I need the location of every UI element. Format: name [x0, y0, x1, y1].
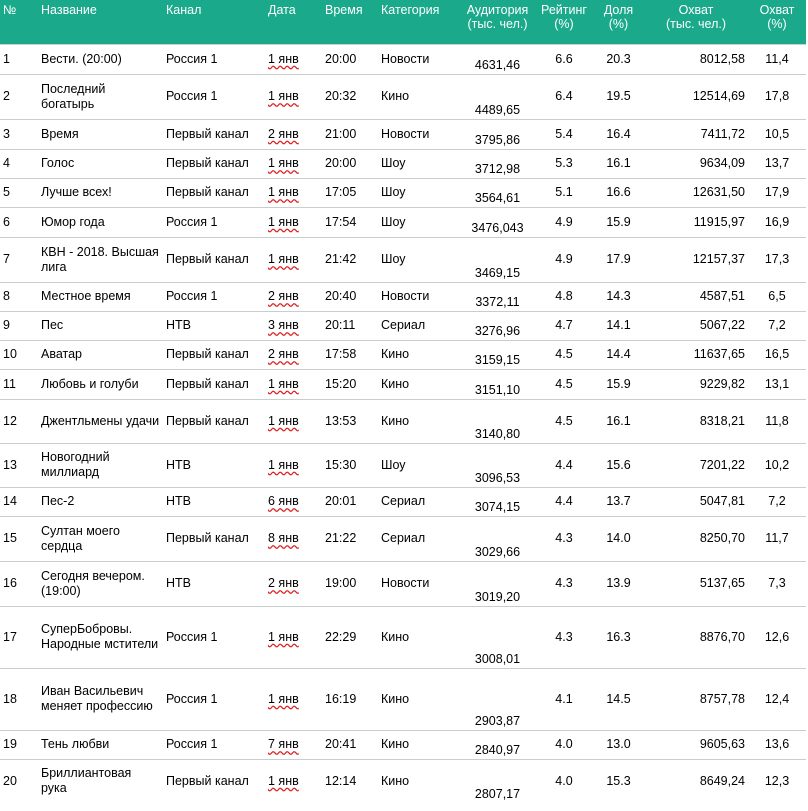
cell-category: Шоу [378, 443, 460, 487]
cell-audience: 3074,15 [460, 487, 535, 516]
cell-audience: 3029,66 [460, 516, 535, 561]
cell-audience: 3151,10 [460, 369, 535, 399]
cell-name: Юмор года [38, 207, 163, 237]
cell-audience: 3008,01 [460, 606, 535, 668]
cell-reach-k: 9605,63 [644, 730, 748, 759]
table-row [0, 74, 806, 119]
cell-name: Новогодний миллиард [38, 443, 163, 487]
cell-num: 8 [0, 282, 38, 311]
cell-audience: 3476,043 [460, 207, 535, 237]
cell-share: 16.4 [593, 119, 644, 149]
cell-name: Лучше всех! [38, 178, 163, 207]
cell-reach-k: 8012,58 [644, 44, 748, 74]
cell-channel: Россия 1 [163, 606, 265, 668]
cell-date [265, 119, 322, 149]
cell-share: 16.1 [593, 399, 644, 443]
cell-num: 17 [0, 606, 38, 668]
cell-audience: 2903,87 [460, 668, 535, 730]
cell-audience: 3712,98 [460, 149, 535, 178]
date-text: 3 янв [268, 318, 299, 332]
cell-rating: 4.1 [535, 668, 593, 730]
cell-time: 17:58 [322, 340, 378, 369]
table-row [0, 606, 806, 668]
cell-share: 14.0 [593, 516, 644, 561]
cell-audience: 3159,15 [460, 340, 535, 369]
cell-date [265, 74, 322, 119]
cell-audience: 3795,86 [460, 119, 535, 149]
cell-num: 19 [0, 730, 38, 759]
cell-share: 14.5 [593, 668, 644, 730]
cell-category: Кино [378, 340, 460, 369]
date-text: 1 янв [268, 156, 299, 170]
cell-time: 15:20 [322, 369, 378, 399]
date-text: 1 янв [268, 457, 299, 472]
cell-time: 20:11 [322, 311, 378, 340]
table-row [0, 207, 806, 237]
cell-channel: Первый канал [163, 119, 265, 149]
date-text: 2 янв [268, 576, 299, 590]
cell-date [265, 730, 322, 759]
cell-reach-k: 8757,78 [644, 668, 748, 730]
cell-audience: 3096,53 [460, 443, 535, 487]
cell-date [265, 668, 322, 730]
cell-date [265, 311, 322, 340]
table-row [0, 730, 806, 759]
cell-time: 17:54 [322, 207, 378, 237]
cell-num: 3 [0, 119, 38, 149]
cell-reach-pct: 7,3 [748, 561, 806, 606]
col-reach-thousands: Охват (тыс. чел.) [665, 3, 727, 31]
cell-channel: Первый канал [163, 399, 265, 443]
cell-rating: 4.3 [535, 561, 593, 606]
cell-channel: Первый канал [163, 178, 265, 207]
cell-time: 20:01 [322, 487, 378, 516]
cell-date [265, 207, 322, 237]
cell-channel: Россия 1 [163, 282, 265, 311]
cell-name: КВН - 2018. Высшая лига [38, 237, 163, 282]
cell-reach-pct: 17,3 [748, 237, 806, 282]
cell-reach-k: 8318,21 [644, 399, 748, 443]
cell-reach-k: 5137,65 [644, 561, 748, 606]
cell-name: Пес-2 [38, 487, 163, 516]
cell-audience: 3019,20 [460, 561, 535, 606]
date-text: 7 янв [268, 737, 299, 751]
cell-reach-k: 12157,37 [644, 237, 748, 282]
cell-channel: Первый канал [163, 759, 265, 803]
cell-share: 16.1 [593, 149, 644, 178]
cell-rating: 4.7 [535, 311, 593, 340]
cell-reach-k: 9634,09 [644, 149, 748, 178]
cell-date [265, 399, 322, 443]
date-text: 2 янв [268, 347, 299, 361]
cell-category: Кино [378, 74, 460, 119]
cell-reach-k: 11637,65 [644, 340, 748, 369]
date-text: 1 янв [268, 252, 299, 266]
cell-share: 14.4 [593, 340, 644, 369]
cell-audience: 4631,46 [460, 44, 535, 74]
cell-date [265, 237, 322, 282]
cell-share: 14.1 [593, 311, 644, 340]
col-audience: Аудитория (тыс. чел.) [466, 3, 529, 31]
table-row [0, 516, 806, 561]
cell-category: Шоу [378, 207, 460, 237]
cell-category: Сериал [378, 487, 460, 516]
cell-date [265, 149, 322, 178]
cell-reach-k: 5047,81 [644, 487, 748, 516]
cell-category: Шоу [378, 237, 460, 282]
col-time: Время [325, 3, 363, 17]
cell-name: Местное время [38, 282, 163, 311]
cell-reach-k: 12514,69 [644, 74, 748, 119]
cell-channel: Первый канал [163, 369, 265, 399]
cell-reach-pct: 10,2 [748, 443, 806, 487]
date-text: 8 янв [268, 531, 299, 545]
col-rating: Рейтинг (%) [541, 3, 587, 31]
cell-reach-pct: 13,7 [748, 149, 806, 178]
cell-name: Последний богатырь [38, 74, 163, 119]
cell-reach-pct: 11,7 [748, 516, 806, 561]
cell-date [265, 759, 322, 803]
table-row [0, 178, 806, 207]
cell-channel: Россия 1 [163, 668, 265, 730]
cell-rating: 6.4 [535, 74, 593, 119]
date-text: 2 янв [268, 126, 299, 141]
cell-channel: НТВ [163, 443, 265, 487]
cell-rating: 4.5 [535, 340, 593, 369]
col-channel: Канал [166, 3, 202, 17]
cell-share: 15.9 [593, 207, 644, 237]
date-text: 1 янв [268, 185, 299, 199]
cell-name: Любовь и голуби [38, 369, 163, 399]
cell-reach-k: 11915,97 [644, 207, 748, 237]
cell-reach-pct: 11,4 [748, 44, 806, 74]
cell-reach-pct: 17,9 [748, 178, 806, 207]
cell-audience: 4489,65 [460, 74, 535, 119]
cell-reach-k: 7411,72 [644, 119, 748, 149]
table-row [0, 369, 806, 399]
cell-channel: Первый канал [163, 340, 265, 369]
cell-name: СуперБобровы. Народные мстители [38, 606, 163, 668]
cell-rating: 6.6 [535, 44, 593, 74]
cell-audience: 3140,80 [460, 399, 535, 443]
cell-name: Аватар [38, 340, 163, 369]
cell-reach-pct: 7,2 [748, 311, 806, 340]
cell-date [265, 282, 322, 311]
cell-reach-k: 8876,70 [644, 606, 748, 668]
cell-num: 2 [0, 74, 38, 119]
cell-rating: 4.5 [535, 369, 593, 399]
cell-num: 14 [0, 487, 38, 516]
cell-share: 13.9 [593, 561, 644, 606]
cell-category: Кино [378, 369, 460, 399]
cell-channel: Россия 1 [163, 74, 265, 119]
cell-time: 17:05 [322, 178, 378, 207]
cell-audience: 3372,11 [460, 282, 535, 311]
cell-date [265, 44, 322, 74]
col-share: Доля (%) [603, 3, 634, 31]
cell-reach-pct: 16,9 [748, 207, 806, 237]
cell-category: Кино [378, 399, 460, 443]
cell-rating: 5.3 [535, 149, 593, 178]
cell-rating: 4.0 [535, 759, 593, 803]
cell-category: Шоу [378, 178, 460, 207]
table-row [0, 487, 806, 516]
col-name: Название [41, 3, 97, 17]
table-row [0, 399, 806, 443]
cell-date [265, 340, 322, 369]
cell-share: 13.0 [593, 730, 644, 759]
cell-channel: НТВ [163, 487, 265, 516]
cell-date [265, 606, 322, 668]
cell-category: Кино [378, 759, 460, 803]
cell-date [265, 487, 322, 516]
cell-name: Тень любви [38, 730, 163, 759]
cell-category: Сериал [378, 311, 460, 340]
table-row [0, 759, 806, 803]
cell-rating: 5.4 [535, 119, 593, 149]
cell-channel: Россия 1 [163, 44, 265, 74]
cell-num: 7 [0, 237, 38, 282]
cell-reach-k: 9229,82 [644, 369, 748, 399]
cell-name: Голос [38, 149, 163, 178]
cell-share: 15.6 [593, 443, 644, 487]
col-category: Категория [381, 3, 440, 17]
date-text: 1 янв [268, 629, 299, 644]
cell-share: 15.9 [593, 369, 644, 399]
cell-audience: 3564,61 [460, 178, 535, 207]
cell-reach-pct: 13,1 [748, 369, 806, 399]
cell-time: 21:00 [322, 119, 378, 149]
cell-category: Шоу [378, 149, 460, 178]
col-num: № [3, 3, 17, 17]
cell-time: 20:32 [322, 74, 378, 119]
cell-num: 16 [0, 561, 38, 606]
cell-time: 12:14 [322, 759, 378, 803]
cell-rating: 4.3 [535, 516, 593, 561]
cell-reach-pct: 12,3 [748, 759, 806, 803]
date-text: 1 янв [268, 89, 299, 103]
cell-time: 21:22 [322, 516, 378, 561]
table-row [0, 237, 806, 282]
cell-reach-pct: 6,5 [748, 282, 806, 311]
cell-date [265, 178, 322, 207]
cell-time: 19:00 [322, 561, 378, 606]
cell-time: 21:42 [322, 237, 378, 282]
cell-reach-k: 12631,50 [644, 178, 748, 207]
cell-rating: 4.3 [535, 606, 593, 668]
date-text: 1 янв [268, 376, 299, 391]
cell-name: Бриллиантовая рука [38, 759, 163, 803]
cell-time: 15:30 [322, 443, 378, 487]
cell-name: Пес [38, 311, 163, 340]
cell-rating: 5.1 [535, 178, 593, 207]
date-text: 1 янв [268, 413, 299, 428]
cell-share: 13.7 [593, 487, 644, 516]
cell-audience: 2807,17 [460, 759, 535, 803]
cell-num: 9 [0, 311, 38, 340]
cell-reach-k: 5067,22 [644, 311, 748, 340]
cell-time: 20:00 [322, 149, 378, 178]
cell-channel: Первый канал [163, 149, 265, 178]
cell-share: 15.3 [593, 759, 644, 803]
cell-num: 10 [0, 340, 38, 369]
cell-name: Время [38, 119, 163, 149]
date-text: 6 янв [268, 494, 299, 508]
cell-time: 20:41 [322, 730, 378, 759]
cell-name: Джентльмены удачи [38, 399, 163, 443]
cell-rating: 4.0 [535, 730, 593, 759]
table-body [0, 44, 806, 803]
col-reach-percent: Охват (%) [759, 3, 795, 31]
table-row [0, 311, 806, 340]
cell-reach-pct: 17,8 [748, 74, 806, 119]
cell-channel: НТВ [163, 561, 265, 606]
cell-rating: 4.5 [535, 399, 593, 443]
cell-category: Новости [378, 561, 460, 606]
cell-num: 15 [0, 516, 38, 561]
cell-time: 20:00 [322, 44, 378, 74]
cell-time: 16:19 [322, 668, 378, 730]
cell-name: Сегодня вечером. (19:00) [38, 561, 163, 606]
table-row [0, 119, 806, 149]
cell-reach-pct: 12,6 [748, 606, 806, 668]
cell-audience: 3469,15 [460, 237, 535, 282]
cell-reach-k: 7201,22 [644, 443, 748, 487]
cell-reach-pct: 10,5 [748, 119, 806, 149]
cell-reach-pct: 11,8 [748, 399, 806, 443]
cell-reach-pct: 16,5 [748, 340, 806, 369]
cell-category: Кино [378, 606, 460, 668]
cell-audience: 3276,96 [460, 311, 535, 340]
cell-category: Новости [378, 119, 460, 149]
cell-rating: 4.8 [535, 282, 593, 311]
cell-rating: 4.9 [535, 207, 593, 237]
table-row [0, 668, 806, 730]
cell-share: 20.3 [593, 44, 644, 74]
cell-num: 18 [0, 668, 38, 730]
cell-channel: Первый канал [163, 237, 265, 282]
date-text: 1 янв [268, 773, 299, 788]
table-row [0, 44, 806, 74]
header-row [0, 0, 806, 44]
cell-share: 16.6 [593, 178, 644, 207]
cell-num: 1 [0, 44, 38, 74]
cell-reach-k: 8649,24 [644, 759, 748, 803]
table-row [0, 282, 806, 311]
cell-date [265, 443, 322, 487]
cell-num: 6 [0, 207, 38, 237]
table-row [0, 149, 806, 178]
date-text: 1 янв [268, 51, 299, 66]
date-text: 1 янв [268, 214, 299, 229]
cell-reach-k: 4587,51 [644, 282, 748, 311]
table-row [0, 561, 806, 606]
cell-name: Вести. (20:00) [38, 44, 163, 74]
cell-share: 17.9 [593, 237, 644, 282]
cell-reach-pct: 12,4 [748, 668, 806, 730]
cell-channel: Россия 1 [163, 207, 265, 237]
cell-date [265, 516, 322, 561]
cell-reach-pct: 7,2 [748, 487, 806, 516]
cell-share: 19.5 [593, 74, 644, 119]
cell-num: 11 [0, 369, 38, 399]
cell-reach-k: 8250,70 [644, 516, 748, 561]
cell-channel: НТВ [163, 311, 265, 340]
col-date: Дата [268, 3, 296, 17]
cell-date [265, 369, 322, 399]
cell-num: 12 [0, 399, 38, 443]
cell-share: 14.3 [593, 282, 644, 311]
cell-channel: Первый канал [163, 516, 265, 561]
cell-date [265, 561, 322, 606]
cell-category: Кино [378, 730, 460, 759]
cell-category: Кино [378, 668, 460, 730]
cell-share: 16.3 [593, 606, 644, 668]
cell-time: 20:40 [322, 282, 378, 311]
cell-time: 13:53 [322, 399, 378, 443]
cell-name: Иван Васильевич меняет профессию [38, 668, 163, 730]
cell-rating: 4.4 [535, 487, 593, 516]
cell-category: Сериал [378, 516, 460, 561]
cell-reach-pct: 13,6 [748, 730, 806, 759]
cell-rating: 4.9 [535, 237, 593, 282]
cell-audience: 2840,97 [460, 730, 535, 759]
cell-category: Новости [378, 44, 460, 74]
cell-num: 5 [0, 178, 38, 207]
date-text: 2 янв [268, 289, 299, 303]
cell-channel: Россия 1 [163, 730, 265, 759]
cell-time: 22:29 [322, 606, 378, 668]
table-row [0, 340, 806, 369]
cell-rating: 4.4 [535, 443, 593, 487]
cell-num: 4 [0, 149, 38, 178]
cell-num: 13 [0, 443, 38, 487]
date-text: 1 янв [268, 691, 299, 706]
cell-num: 20 [0, 759, 38, 803]
table-row [0, 443, 806, 487]
cell-name: Султан моего сердца [38, 516, 163, 561]
cell-category: Новости [378, 282, 460, 311]
